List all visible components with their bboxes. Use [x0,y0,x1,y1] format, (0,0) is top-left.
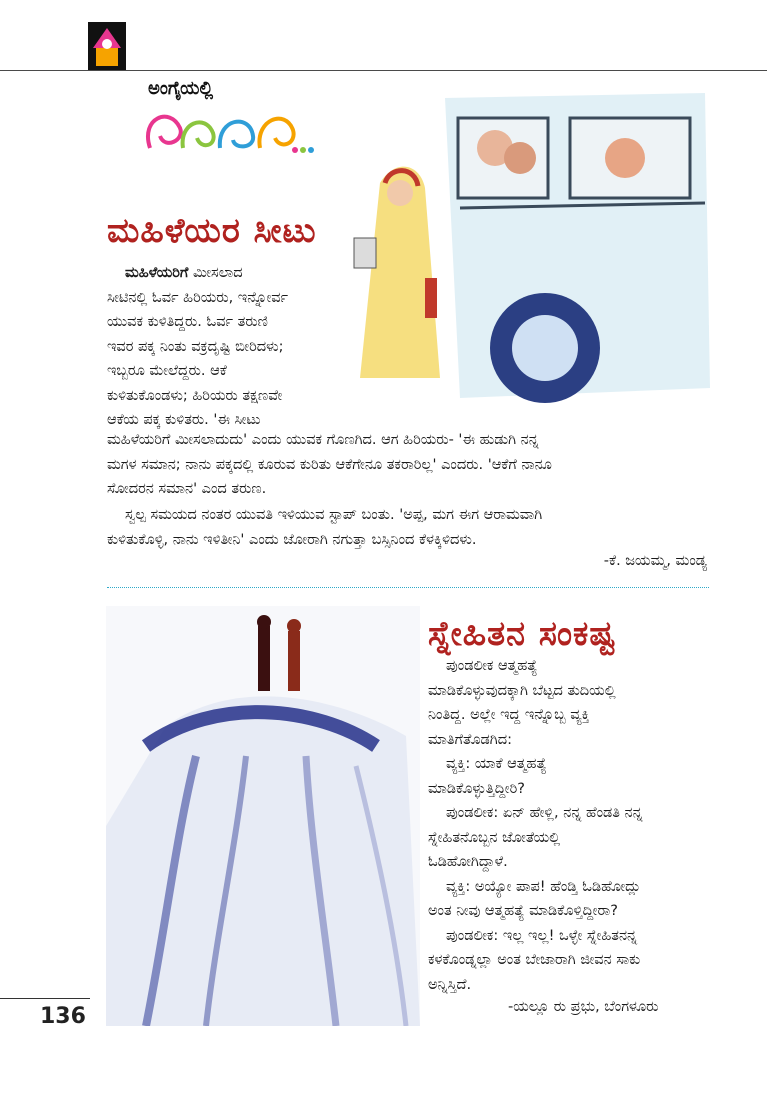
story1-line: ಆಕೆಯ ಪಕ್ಕ ಕುಳಿತರು. 'ಈ ಸೀಟು [107,412,261,428]
story1-line: ಕುಳಿತುಕೊಳ್ಳಿ, ನಾನು ಇಳಿತೀನಿ' ಎಂದು ಜೋರಾಗಿ ನಗುತ್ತಾ ಬಸ್ಸಿನಿಂದ ಕೆಳಕ್ಕಿಳಿದಳು. [107,531,477,548]
story1-title: ಮಹಿಳೆಯರ ಸೀಟು [107,211,317,251]
footer-rule [0,998,90,999]
bus-illustration [340,78,720,423]
story1-byline: -ಕೆ. ಜಯಮ್ಮ, ಮಂಡ್ಯ [603,553,707,569]
story1-line: ಮಗಳ ಸಮಾನ; ನಾನು ಪಕ್ಕದಲ್ಲಿ ಕೂರುವ ಕುರಿತು ಆಕೆಗೇನೂ ತಕರಾರಿಲ್ಲ' ಎಂದರು. 'ಆಕೆಗೆ ನಾನೂ [107,456,552,473]
story2-byline: -ಯಲ್ಲೂ ರು ಪ್ರಭು, ಬೆಂಗಳೂರು [508,999,659,1015]
story2-line: ಕಳಕೊಂಡ್ನಲ್ಲಾ ಅಂತ ಬೇಜಾರಾಗಿ ಜೀವನ ಸಾಕು [428,952,641,968]
story2-line: ಸ್ನೇಹಿತನೊಬ್ಬನ ಜೋತೆಯಲ್ಲಿ [428,829,561,846]
page-number: 136 [40,1004,86,1029]
story1-line: ಇವರ ಪಕ್ಕ ನಿಂತು ವಕ್ರದೃಷ್ಟಿ ಬೀರಿದಳು; [107,338,284,355]
story2-line: ವ್ಯಕ್ತಿ: ಅಯ್ಯೋ ಪಾಪ! ಹೆಂಡ್ತಿ ಓಡಿಹೋದ್ಲು [446,878,641,895]
story1-line: ಸೋದರನ ಸಮಾನ' ಎಂದ ತರುಣ. [107,481,267,497]
story1-paragraph-last [107,503,707,552]
story2-line: ಪುಂಡಲೀಕ: ಇಲ್ಲ ಇಲ್ಲ! ಒಳ್ಳೇ ಸ್ನೇಹಿತನನ್ನ [446,927,638,944]
story1-line: ಮಹಿಳೆಯರಿಗೆ ಮೀಸಲಾದುದು' ಎಂದು ಯುವಕ ಗೊಣಗಿದ. ಆಗ ಹಿರಿಯರು- 'ಈ ಹುಡುಗಿ ನನ್ನ [107,432,539,448]
story2-title: ಸ್ನೇಹಿತನ ಸಂಕಷ್ಟ [428,614,616,654]
story2-line: ಅನ್ನಿಸ್ತಿದೆ. [428,976,472,993]
story2-line: ಮಾತಿಗೆತೊಡಗಿದ: [428,731,512,748]
story2-line: ಪುಂಡಲೀಕ ಆತ್ಮಹತ್ಯೆ [446,658,538,674]
cliff-illustration [106,606,420,1026]
story2-line: ಅಂತ ನೀವು ಆತ್ಮಹತ್ಯೆ ಮಾಡಿಕೊಳ್ತಿದ್ದೀರಾ? [428,903,618,919]
section-kicker: ಅಂಗೈಯಲ್ಲಿ [148,78,214,99]
story2-line: ವ್ಯಕ್ತಿ: ಯಾಕೆ ಆತ್ಮಹತ್ಯೆ [446,756,547,772]
story1-line: ಮೀಸಲಾದ [192,265,243,281]
story2-line: ಪುಂಡಲೀಕ: ಏನ್ ಹೇಳ್ಲಿ, ನನ್ನ ಹೆಂಡತಿ ನನ್ನ [446,805,643,821]
header-rule [0,70,767,71]
story1-paragraph-wide [107,428,707,502]
magazine-logo [88,22,126,70]
story1-line: ಸೀಟಿನಲ್ಲಿ ಓರ್ವ ಹಿರಿಯರು, ಇನ್ನೋರ್ವ [107,289,289,306]
story-divider [107,587,709,588]
story2-line: ಮಾಡಿಕೊಳ್ಳುತ್ತಿದ್ದೀರಿ? [428,780,525,797]
story1-lead: ಮಹಿಳೆಯರಿಗೆ [125,265,189,281]
story1-line: ಯುವಕ ಕುಳಿತಿದ್ದರು. ಓರ್ವ ತರುಣಿ [107,314,268,330]
story2-line: ಮಾಡಿಕೊಳ್ಳುವುದಕ್ಕಾಗಿ ಬೆಟ್ಟದ ತುದಿಯಲ್ಲಿ [428,682,616,699]
story1-paragraph-narrow [107,261,339,433]
story2-paragraph [428,654,718,997]
story2-line: ನಿಂತಿದ್ದ. ಅಲ್ಲೇ ಇದ್ದ ಇನ್ನೊಬ್ಬ ವ್ಯಕ್ತಿ [428,707,590,723]
story1-line: ಕುಳಿತುಕೊಂಡಳು; ಹಿರಿಯರು ತಕ್ಷಣವೇ [107,387,283,404]
story1-line: ಇಬ್ಬರೂ ಮೇಲೆದ್ದರು. ಆಕೆ [107,363,227,379]
story2-line: ಓಡಿಹೋಗಿದ್ದಾಳೆ. [428,854,508,870]
story1-line: ಸ್ವಲ್ಪ ಸಮಯದ ನಂತರ ಯುವತಿ ಇಳಿಯುವ ಸ್ಟಾಪ್ ಬಂತು. 'ಅಪ್ಪ, ಮಗ ಈಗ ಆರಾಮವಾಗಿ [125,507,543,523]
